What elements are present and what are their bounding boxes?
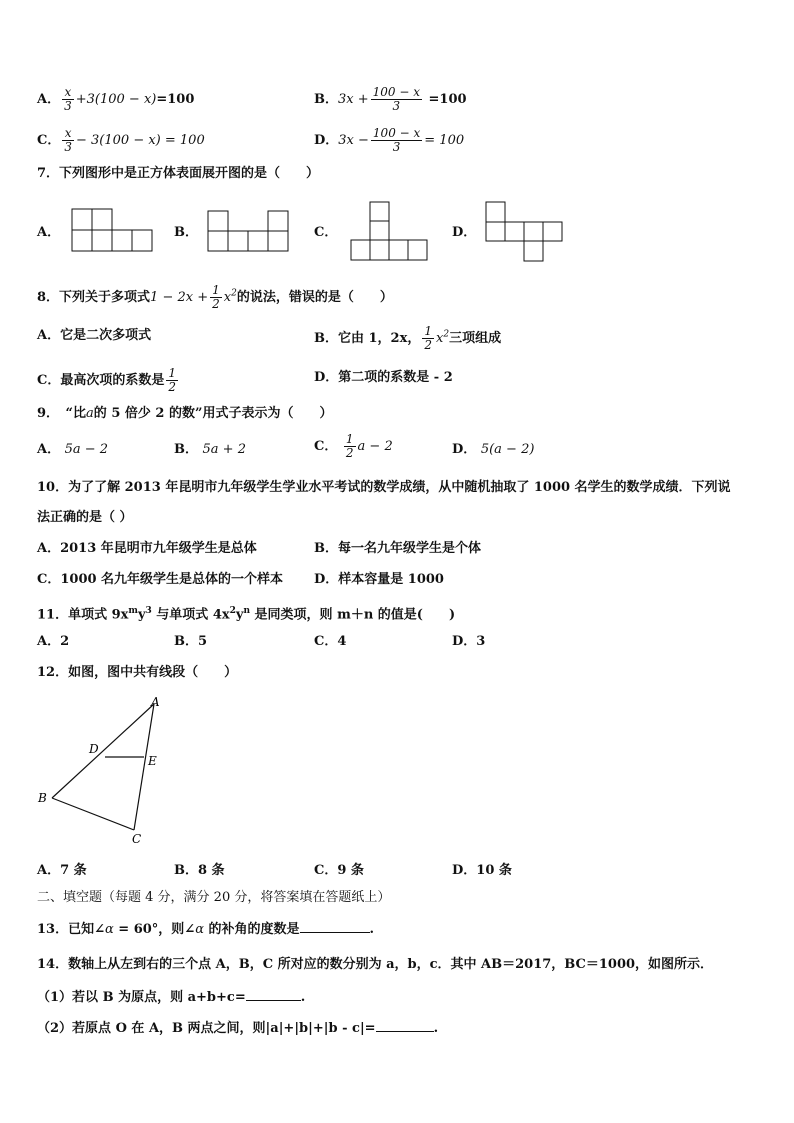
q11-stem: 11．单项式 $9x^my^3$ 与单项式 $4x^2y^n$ 是同类项，则 m＋n 的值是( ) [37,606,456,623]
q11-option-a: A．2 [37,634,70,649]
fraction: $\frac{1}{2}$ [345,432,354,460]
q14-stem: 14．数轴上从左到右的三个点 A，B，C 所对应的数分别为 a，b，c．其中 AB＝2017，BC＝1000，如图所示． [37,957,714,972]
q12-triangle-figure [36,694,166,854]
q8-stem: 8．下列关于多项式1 − 2x + $\frac{1}{2}$ $x^2$的说法，错误的是（ ） [37,283,393,311]
q7-label-c: C． [314,225,338,240]
q6-option-d: D．3x − $\frac{100 - x}{3}$ = 100 [314,126,465,154]
fraction: $\frac{1}{2}$ [212,283,220,311]
q11-option-c: C．4 [314,634,347,649]
answer-blank [376,1019,434,1032]
q9-stem: 9． “比a的 5 倍少 2 的数”用式子表示为（ ） [37,406,333,421]
point-label-e: E [148,754,157,768]
q9-option-d: D． 5(a − 2) [452,442,535,457]
q8-option-b: B．它由 1，2x， $\frac{1}{2}$ $x^2$三项组成 [314,324,502,352]
section-heading: 二、填空题（每题 4 分，满分 20 分，将答案填在答题纸上） [37,890,391,905]
q7-stem: 7．下列图形中是正方体表面展开图的是（ ） [37,166,320,181]
q9-option-c: C． $\frac{1}{2}$ a − 2 [314,432,393,460]
fraction: $\frac{x}{3}$ [64,126,72,154]
q12-option-a: A．7 条 [37,863,87,878]
q6-option-a: A． $\frac{x}{3}$ +3(100 − x)=100 [37,85,195,113]
q11-option-b: B．5 [174,634,208,649]
q14-part2: （2）若原点 O 在 A，B 两点之间，则|a|+|b|+|b - c|= . [37,1021,439,1036]
q7-label-d: D． [452,225,477,240]
q9-option-b: B． 5a + 2 [174,442,246,457]
point-label-b: B [38,791,47,805]
point-label-c: C [132,832,142,846]
q6-option-c: C． $\frac{x}{3}$ − 3(100 − x) = 100 [37,126,205,154]
q10-option-c: C．1000 名九年级学生是总体的一个样本 [37,572,284,587]
q10-option-a: A．2013 年昆明市九年级学生是总体 [37,541,257,556]
q8-option-d: D．第二项的系数是 - 2 [314,370,453,385]
fraction: $\frac{x}{3}$ [64,85,72,113]
q12-option-d: D．10 条 [452,863,512,878]
fraction: $\frac{1}{2}$ [168,366,176,394]
q13-stem: 13．已知∠α = 60°，则∠α 的补角的度数是 . [37,922,375,937]
q10-option-d: D．样本容量是 1000 [314,572,444,587]
cube-net-a [72,209,162,254]
q8-option-c: C．最高次项的系数是 $\frac{1}{2}$ [37,366,176,394]
answer-blank [246,988,301,1001]
q7-label-a: A． [37,225,61,240]
q6-option-b: B．3x + $\frac{100 - x}{3}$ =100 [314,85,467,113]
q8-option-a: A．它是二次多项式 [37,328,152,343]
q12-stem: 12．如图，图中共有线段（ ） [37,665,238,680]
fraction: $\frac{100 - x}{3}$ [372,126,421,154]
q12-option-b: B．8 条 [174,863,225,878]
cube-net-b [208,211,293,256]
cube-net-c [350,202,430,264]
point-label-d: D [89,742,99,756]
q14-part1: （1）若以 B 为原点，则 a+b+c= . [37,990,306,1005]
q9-option-a: A． 5a − 2 [37,442,109,457]
fraction: $\frac{100 - x}{3}$ [372,85,420,113]
q7-label-b: B． [174,225,198,240]
q10-option-b: B．每一名九年级学生是个体 [314,541,481,556]
fraction: $\frac{1}{2}$ [424,324,432,352]
cube-net-d [486,202,568,264]
q10-stem-line1: 10．为了了解 2013 年昆明市九年级学生学业水平考试的数学成绩，从中随机抽取了 1000 名学生的数学成绩．下列说 [37,480,731,495]
q10-stem-line2: 法正确的是（ ） [37,510,133,525]
q12-option-c: C．9 条 [314,863,364,878]
q11-option-d: D．3 [452,634,486,649]
point-label-a: A [151,695,160,709]
answer-blank [300,920,370,933]
